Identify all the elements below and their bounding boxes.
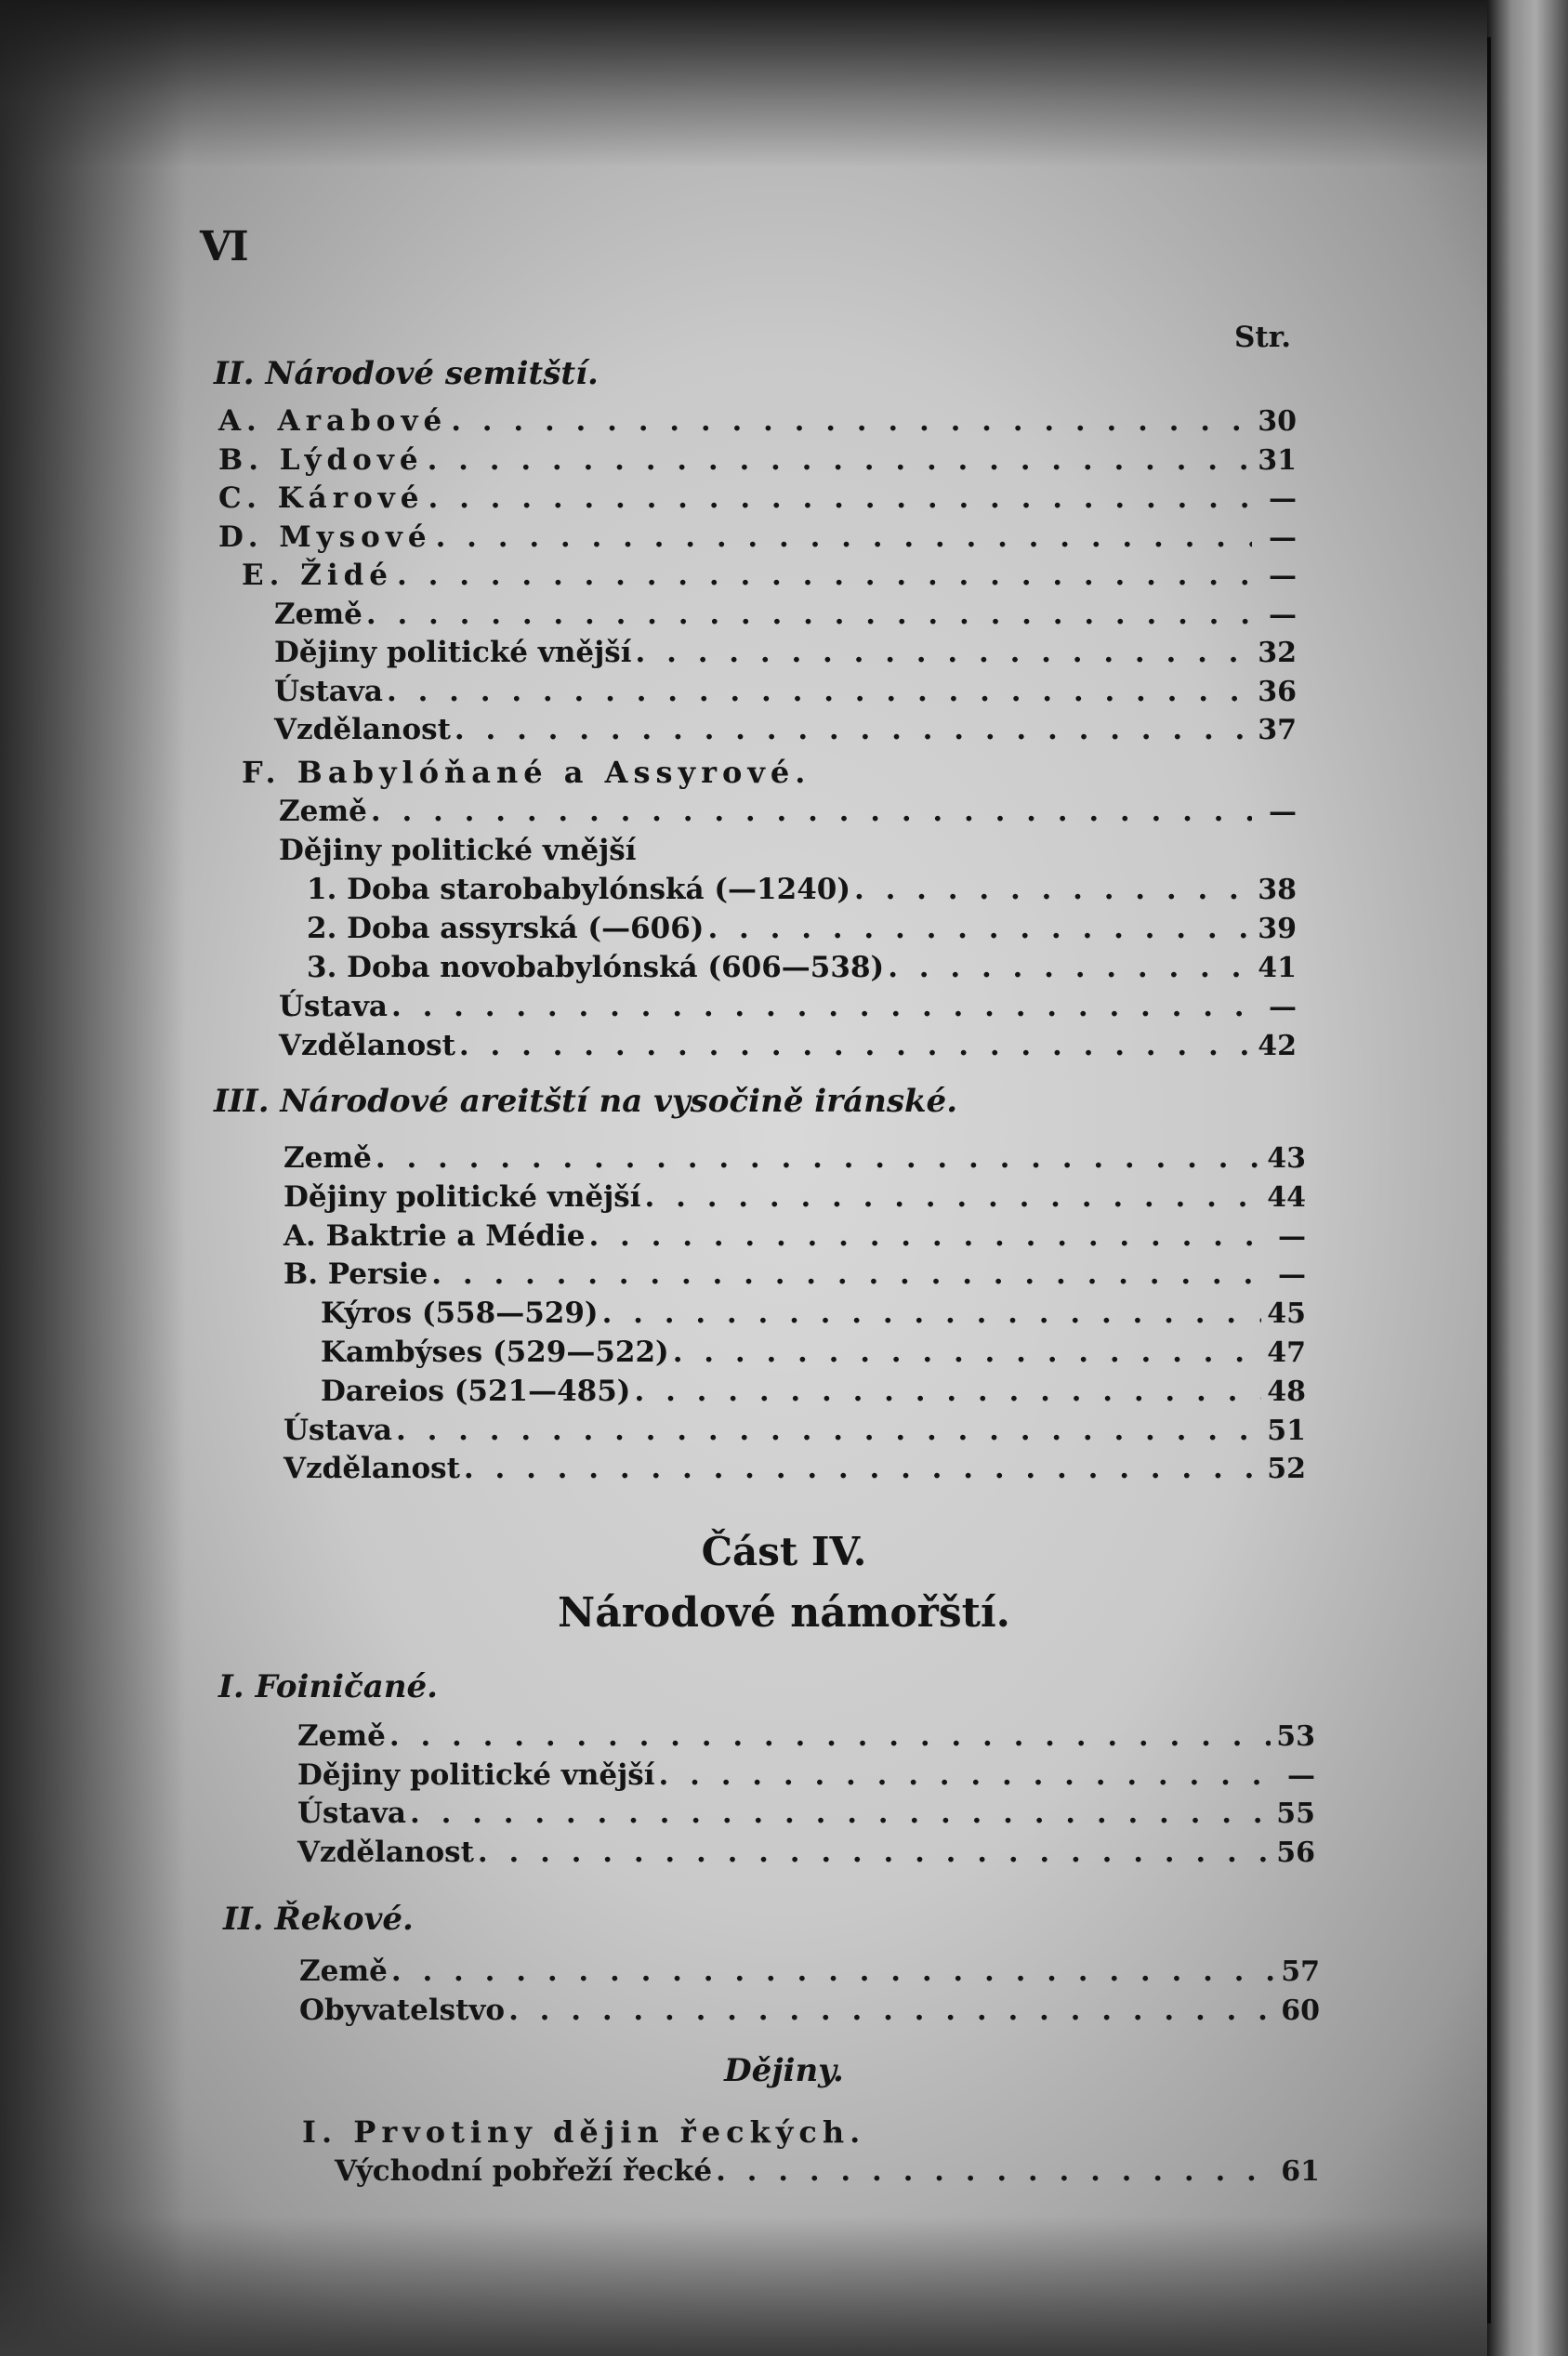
toc-entry: [279, 834, 1297, 871]
toc-entry-label: 2. Doba assyrská (—606): [307, 912, 705, 945]
toc-entry: [279, 990, 1297, 1027]
toc-entry: [283, 1257, 1306, 1295]
toc-entry-label: Ústava: [274, 675, 383, 708]
toc-entry-page: 57: [1281, 1955, 1320, 1988]
toc-entry: [297, 1719, 1315, 1757]
part-label: Část IV.: [701, 1529, 867, 1574]
dot-leader: [391, 1955, 1275, 1988]
page-shadow-top: [0, 0, 1568, 167]
toc-entry: [218, 443, 1297, 480]
toc-entry-page: 38: [1258, 874, 1297, 906]
toc-entry-page: 32: [1258, 637, 1297, 669]
dot-leader: [588, 1219, 1261, 1253]
subsection-heading-babylonians: F. Babylóňané a Assyrové.: [242, 755, 811, 790]
dot-leader: [376, 1141, 1261, 1175]
toc-entry-label: Země: [279, 795, 367, 828]
toc-entry-label: Země: [283, 1141, 372, 1175]
toc-entry: [283, 1414, 1306, 1451]
dot-leader: [455, 713, 1252, 746]
dot-leader: [464, 1452, 1261, 1485]
dot-leader: [459, 1029, 1252, 1062]
toc-entry-label: Vzdělanost: [297, 1836, 474, 1869]
dot-leader: [854, 873, 1252, 906]
toc-entry: [279, 1029, 1297, 1066]
dot-leader: [888, 951, 1252, 984]
toc-entry-page: 44: [1267, 1181, 1306, 1214]
toc-entry-page: 43: [1267, 1142, 1306, 1175]
dot-leader: [673, 1336, 1261, 1369]
toc-entry-page: 30: [1258, 405, 1297, 438]
toc-entry-page: 53: [1276, 1720, 1315, 1753]
toc-entry-page: 41: [1258, 952, 1297, 984]
toc-entry: [297, 1797, 1315, 1834]
page-shadow-bottom: [0, 2217, 1568, 2356]
dot-leader: [508, 1994, 1275, 2027]
toc-entry: [299, 1994, 1320, 2031]
toc-entry-label: Ústava: [297, 1797, 406, 1830]
dot-leader: [428, 443, 1252, 477]
toc-entry-label: Dějiny politické vnější: [297, 1758, 655, 1792]
toc-entry: [283, 1219, 1306, 1257]
spine-edge: [1487, 37, 1491, 2323]
history-subheading: Dějiny.: [724, 2052, 844, 2089]
toc-entry: [274, 675, 1297, 712]
toc-entry-label: Vzdělanost: [274, 713, 451, 746]
toc-entry-label: Vzdělanost: [283, 1452, 460, 1485]
toc-entry-label: Země: [274, 598, 362, 631]
toc-entry-label: A. Baktrie a Médie: [283, 1219, 586, 1253]
toc-entry-page: 55: [1276, 1797, 1315, 1830]
toc-entry-page: 37: [1258, 714, 1297, 746]
toc-entry-label: Kýros (558—529): [321, 1296, 599, 1330]
toc-entry-page: 45: [1267, 1297, 1306, 1330]
toc-entry-label: Dějiny politické vnější: [274, 636, 632, 669]
toc-entry-page: 60: [1281, 1994, 1320, 2027]
toc-entry: [321, 1375, 1306, 1412]
subsection-heading-greek-origins: I. Prvotiny dějin řeckých.: [302, 2114, 866, 2150]
toc-entry: [299, 1955, 1320, 1992]
dot-leader: [478, 1836, 1271, 1869]
toc-entry: [274, 598, 1297, 635]
toc-entry-page: —: [1269, 991, 1297, 1023]
section-heading-phoenicians: I. Foiničané.: [218, 1668, 439, 1705]
dot-leader: [634, 1375, 1261, 1408]
toc-entry-page: —: [1269, 599, 1297, 631]
toc-entry: [218, 520, 1297, 558]
toc-entry: [242, 559, 1297, 596]
dot-leader: [602, 1296, 1261, 1330]
toc-entry: [307, 951, 1297, 988]
page-number: VI: [200, 223, 247, 270]
toc-entry-label: Východní pobřeží řecké: [335, 2154, 713, 2188]
toc-entry-label: 3. Doba novobabylónská (606—538): [307, 951, 885, 984]
toc-entry-page: 61: [1281, 2155, 1320, 2188]
toc-entry-page: 36: [1258, 676, 1297, 708]
dot-leader: [451, 404, 1252, 438]
part-title: Národové námořští.: [558, 1589, 1010, 1637]
dot-leader: [396, 1414, 1261, 1447]
section-heading-semitic: II. Národové semitští.: [214, 355, 599, 392]
toc-entry-page: 31: [1258, 444, 1297, 477]
toc-entry-label: Obyvatelstvo: [299, 1994, 506, 2027]
toc-entry: [335, 2154, 1320, 2191]
toc-entry-page: —: [1269, 482, 1297, 515]
toc-entry: [297, 1758, 1315, 1796]
toc-entry-page: 52: [1267, 1453, 1306, 1485]
dot-leader: [371, 795, 1252, 828]
dot-leader: [707, 912, 1252, 945]
toc-entry-label: Vzdělanost: [279, 1029, 455, 1062]
toc-entry: [307, 873, 1297, 910]
toc-entry: [283, 1452, 1306, 1489]
toc-entry-label: 1. Doba starobabylónská (—1240): [307, 873, 851, 906]
dot-leader: [387, 675, 1252, 708]
toc-entry-page: 47: [1267, 1336, 1306, 1369]
toc-entry-label: Kambýses (529—522): [321, 1336, 669, 1369]
dot-leader: [659, 1758, 1271, 1792]
toc-entry: [279, 795, 1297, 832]
dot-leader: [391, 990, 1252, 1023]
toc-entry: [274, 713, 1297, 750]
toc-entry-page: —: [1278, 1220, 1306, 1253]
page-shadow-left: [0, 0, 186, 2356]
dot-leader: [636, 636, 1252, 669]
toc-entry-page: 48: [1267, 1375, 1306, 1408]
dot-leader: [431, 1257, 1261, 1291]
toc-entry-label: Ústava: [283, 1414, 392, 1447]
book-spine: [1487, 0, 1568, 2356]
page-column-header: Str.: [1234, 321, 1291, 354]
dot-leader: [716, 2154, 1275, 2188]
toc-entry: [283, 1141, 1306, 1178]
dot-leader: [645, 1180, 1261, 1214]
dot-leader: [436, 520, 1252, 554]
toc-entry-label: C. Kárové: [218, 481, 425, 515]
toc-entry-label: A. Arabové: [218, 404, 448, 438]
toc-entry-label: Dějiny politické vnější: [279, 834, 637, 867]
toc-entry-label: Dareios (521—485): [321, 1375, 631, 1408]
toc-entry: [321, 1336, 1306, 1373]
toc-entry-label: Země: [297, 1719, 386, 1753]
toc-entry-page: 42: [1258, 1030, 1297, 1062]
toc-entry: [297, 1836, 1315, 1873]
toc-entry-page: —: [1269, 796, 1297, 828]
toc-entry-label: Ústava: [279, 990, 388, 1023]
toc-entry-page: 56: [1276, 1836, 1315, 1869]
toc-entry-label: Dějiny politické vnější: [283, 1180, 641, 1214]
toc-entry-page: —: [1278, 1258, 1306, 1291]
toc-entry-page: —: [1269, 521, 1297, 554]
toc-entry-page: 51: [1267, 1415, 1306, 1447]
dot-leader: [397, 559, 1252, 592]
section-heading-iranian: III. Národové areitští na vysočině iránské.: [214, 1083, 958, 1120]
toc-entry-label: E. Židé: [242, 559, 394, 592]
toc-entry: [218, 404, 1297, 441]
toc-entry: [218, 481, 1297, 519]
toc-entry-page: 39: [1258, 913, 1297, 945]
toc-entry: [283, 1180, 1306, 1217]
toc-entry: [307, 912, 1297, 949]
toc-entry-label: Země: [299, 1955, 388, 1988]
toc-entry-page: —: [1269, 559, 1297, 592]
toc-entry-label: B. Lýdové: [218, 443, 424, 477]
toc-entry-label: D. Mysové: [218, 520, 432, 554]
section-heading-greeks: II. Řekové.: [223, 1901, 414, 1938]
dot-leader: [410, 1797, 1271, 1830]
dot-leader: [428, 481, 1253, 515]
toc-entry: [274, 636, 1297, 673]
toc-entry: [321, 1296, 1306, 1334]
toc-entry-page: —: [1287, 1759, 1315, 1792]
dot-leader: [366, 598, 1252, 631]
dot-leader: [389, 1719, 1271, 1753]
toc-entry-label: B. Persie: [283, 1257, 428, 1291]
